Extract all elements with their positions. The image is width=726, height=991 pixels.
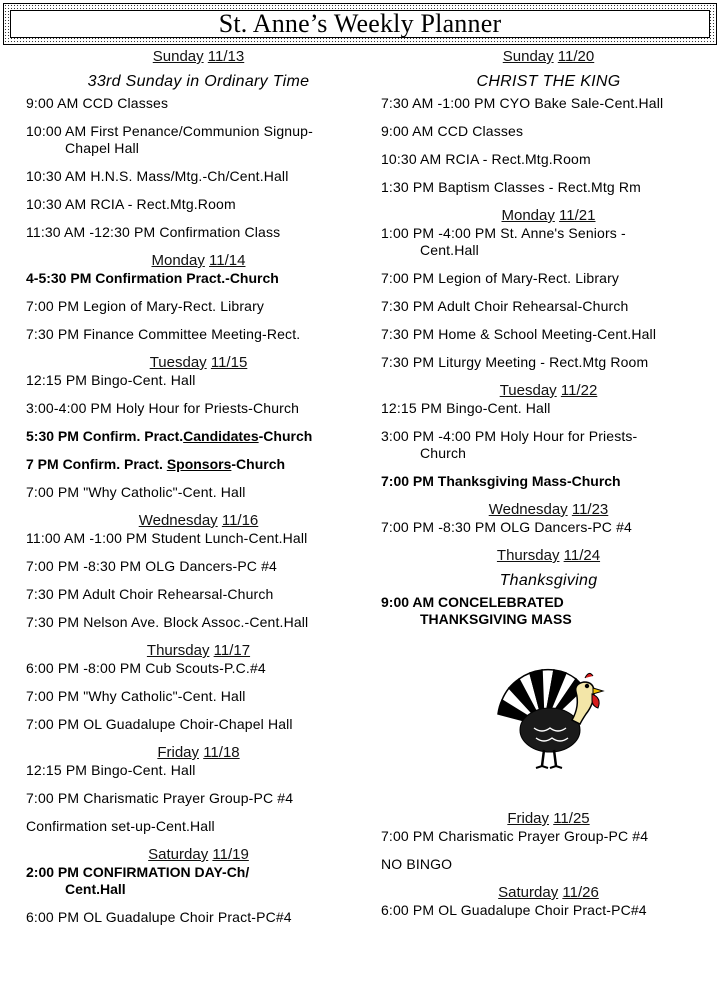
event-item: 12:15 PM Bingo-Cent. Hall <box>381 400 551 416</box>
day-theme: CHRIST THE KING <box>476 73 621 90</box>
event-item: NO BINGO <box>381 856 453 872</box>
day-heading-monday-11-14: Monday 11/14 <box>151 252 246 269</box>
event-item: 3:00 PM -4:00 PM Holy Hour for Priests- Church <box>381 428 638 461</box>
event-item: 7:30 PM Adult Choir Rehearsal-Church <box>381 298 629 314</box>
day-heading-sunday-11-20: Sunday 11/20 <box>502 48 595 65</box>
event-item: Confirmation set-up-Cent.Hall <box>26 818 215 834</box>
day-heading-saturday-11-26: Saturday 11/26 <box>498 884 599 901</box>
event-item: 2:00 PM CONFIRMATION DAY-Ch/ Cent.Hall <box>26 864 250 897</box>
right-column <box>381 48 716 930</box>
event-item: 7:00 PM Legion of Mary-Rect. Library <box>381 270 620 286</box>
event-item: 7:00 PM Charismatic Prayer Group-PC #4 <box>26 790 294 806</box>
event-item: 7:30 PM Nelson Ave. Block Assoc.-Cent.Hall <box>26 614 309 630</box>
event-item: 10:30 AM H.N.S. Mass/Mtg.-Ch/Cent.Hall <box>26 168 289 184</box>
event-item: 10:30 AM RCIA - Rect.Mtg.Room <box>26 196 236 212</box>
event-item: 9:00 AM CCD Classes <box>26 95 169 111</box>
planner-header <box>3 3 717 45</box>
event-item: 7:00 PM Charismatic Prayer Group-PC #4 <box>381 828 649 844</box>
day-heading-wednesday-11-16: Wednesday 11/16 <box>138 512 259 529</box>
event-item: 4-5:30 PM Confirmation Pract.-Church <box>26 270 279 286</box>
event-item: 12:15 PM Bingo-Cent. Hall <box>26 372 196 388</box>
event-item: 6:00 PM -8:00 PM Cub Scouts-P.C.#4 <box>26 660 266 676</box>
event-item: 7 PM Confirm. Pract. Sponsors-Church <box>26 456 286 472</box>
event-item: 7:30 PM Liturgy Meeting - Rect.Mtg Room <box>381 354 649 370</box>
event-item: 7:00 PM Legion of Mary-Rect. Library <box>26 298 265 314</box>
event-item: 5:30 PM Confirm. Pract.Candidates-Church <box>26 428 313 444</box>
event-item: 1:00 PM -4:00 PM St. Anne's Seniors - Cent.Hall <box>381 225 626 258</box>
day-heading-wednesday-11-23: Wednesday 11/23 <box>488 501 609 518</box>
event-item: 6:00 PM OL Guadalupe Choir Pract-PC#4 <box>381 902 647 918</box>
event-item: 7:00 PM -8:30 PM OLG Dancers-PC #4 <box>381 519 632 535</box>
event-item: 7:30 PM Home & School Meeting-Cent.Hall <box>381 326 657 342</box>
event-item: 7:00 PM "Why Catholic"-Cent. Hall <box>26 688 246 704</box>
day-heading-friday-11-25: Friday 11/25 <box>507 810 590 827</box>
day-theme: Thanksgiving <box>499 572 598 589</box>
event-item: 7:00 PM OL Guadalupe Choir-Chapel Hall <box>26 716 293 732</box>
event-item: 11:00 AM -1:00 PM Student Lunch-Cent.Hall <box>26 530 308 546</box>
day-heading-tuesday-11-15: Tuesday 11/15 <box>149 354 248 371</box>
event-item: 7:30 AM -1:00 PM CYO Bake Sale-Cent.Hall <box>381 95 664 111</box>
day-heading-tuesday-11-22: Tuesday 11/22 <box>499 382 598 399</box>
day-heading-thursday-11-24: Thursday 11/24 <box>496 547 601 564</box>
event-item: 1:30 PM Baptism Classes - Rect.Mtg Rm <box>381 179 641 195</box>
event-item: 7:30 PM Finance Committee Meeting-Rect. <box>26 326 301 342</box>
event-item: 9:00 AM CONCELEBRATED THANKSGIVING MASS <box>381 594 572 627</box>
left-column <box>26 48 371 937</box>
event-item: 12:15 PM Bingo-Cent. Hall <box>26 762 196 778</box>
event-item: 9:00 AM CCD Classes <box>381 123 524 139</box>
event-item: 7:00 PM Thanksgiving Mass-Church <box>381 473 621 489</box>
event-item: 7:00 PM "Why Catholic"-Cent. Hall <box>26 484 246 500</box>
event-item: 11:30 AM -12:30 PM Confirmation Class <box>26 224 281 240</box>
day-heading-monday-11-21: Monday 11/21 <box>501 207 596 224</box>
turkey-icon <box>484 648 614 778</box>
header-title-box <box>10 10 710 38</box>
event-item: 3:00-4:00 PM Holy Hour for Priests-Church <box>26 400 300 416</box>
day-heading-thursday-11-17: Thursday 11/17 <box>146 642 251 659</box>
event-item: 7:30 PM Adult Choir Rehearsal-Church <box>26 586 274 602</box>
turkey-body <box>520 708 580 752</box>
page-title: St. Anne’s Weekly Planner <box>218 9 502 38</box>
event-item: 6:00 PM OL Guadalupe Choir Pract-PC#4 <box>26 909 292 925</box>
event-item: 10:00 AM First Penance/Communion Signup- Chapel Hall <box>26 123 313 156</box>
day-heading-sunday-11-13: Sunday 11/13 <box>152 48 245 65</box>
day-heading-friday-11-18: Friday 11/18 <box>157 744 240 761</box>
day-theme: 33rd Sunday in Ordinary Time <box>87 73 310 90</box>
day-heading-saturday-11-19: Saturday 11/19 <box>148 846 249 863</box>
event-item: 10:30 AM RCIA - Rect.Mtg.Room <box>381 151 591 167</box>
event-item: 7:00 PM -8:30 PM OLG Dancers-PC #4 <box>26 558 277 574</box>
